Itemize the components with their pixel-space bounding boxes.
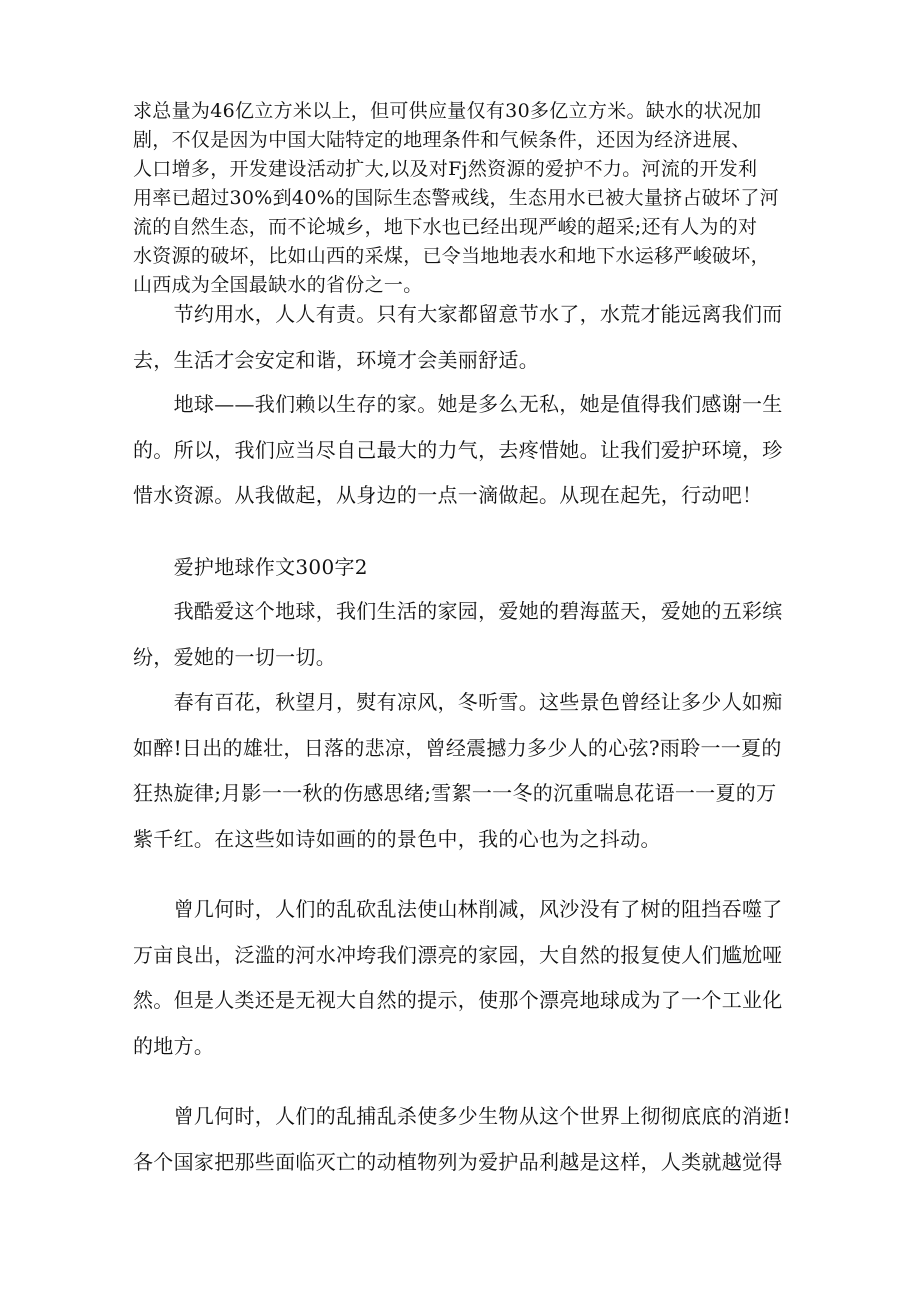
paragraph-water-shortage (133, 97, 798, 300)
text-line: 人口增多，开发建设活动扩大,以及对Fj然资源的爱护不力。河流的开发利 (133, 158, 758, 180)
text-line: 水资源的破坏，比如山西的采煤，已令当地地表水和地下水运移严峻破坏， (133, 245, 770, 267)
text-line: 曾几何时，人们的乱捕乱杀使多少生物从这个世界上彻彻底底的消逝! (133, 1104, 791, 1128)
section-title: 爱护地球作文300字2 (133, 555, 368, 579)
text-line: 去，生活才会安定和谐，环境才会美丽舒适。 (133, 347, 539, 372)
essay-heading (133, 545, 798, 591)
text-line: 用率已超过30%到40%的国际生态警戒线，生态用水已被大量挤占破坏了河 (133, 187, 779, 209)
text-line: 求总量为46亿立方米以上，但可供应量仅有30多亿立方米。缺水的状况加 (133, 100, 762, 122)
text-line: 节约用水，人人有责。只有大家都留意节水了，水荒才能远离我们而 (133, 302, 783, 326)
paragraph-hunting (133, 1094, 798, 1185)
text-line: 万亩良出，泛滥的河水冲垮我们漂亮的家园，大自然的报复使人们尴尬哑 (133, 942, 783, 967)
paragraph-earth-home (133, 382, 798, 519)
text-line: 流的自然生态，而不论城乡，地下水也已经出现严峻的超采;还有人为的对 (133, 216, 758, 238)
text-line: 惜水资源。从我做起，从身边的一点一滴做起。从现在起先，行动吧！ (133, 483, 763, 507)
text-line: 曾几何时，人们的乱砍乱法使山林削减，风沙没有了树的阻挡吞噬了 (133, 897, 783, 921)
text-line: 然。但是人类还是无视大自然的提示，使那个漂亮地球成为了一个工业化 (133, 988, 783, 1012)
text-line: 剧，不仅是因为中国大陆特定的地理条件和气候条件，还因为经济进展、 (133, 129, 751, 151)
paragraph-deforestation (133, 887, 798, 1069)
text-line: 紫千红。在这些如诗如画的的景色中，我的心也为之抖动。 (133, 826, 661, 851)
paragraph-save-water (133, 292, 798, 383)
text-line: 各个国家把那些面临灭亡的动植物列为爱护品利越是这样，人类就越觉得 (133, 1149, 783, 1174)
text-line: 我酷爱这个地球，我们生活的家园，爱她的碧海蓝天，爱她的五彩缤 (133, 599, 783, 623)
text-line: 狂热旋律;月影一一秋的伤感思绪;雪絮一一冬的沉重喘息花语一一夏的万 (133, 781, 777, 805)
text-line: 纷，爱她的一切一切。 (133, 644, 336, 669)
text-line: 的。所以，我们应当尽自己最大的力气，去疼惜她。让我们爱护环境，珍 (133, 437, 783, 462)
text-line: 的地方。 (133, 1033, 215, 1058)
text-line: 春有百花，秋望月，熨有凉风，冬听雪。这些景色曾经让多少人如痴 (133, 690, 783, 714)
text-line: 山西成为全国最缺水的省份之一。 (133, 274, 423, 296)
paragraph-seasons (133, 680, 798, 862)
text-line: 如醉!日出的雄壮，日落的悲凉，曾经震撼力多少人的心弦?雨聆一一夏的 (133, 735, 782, 760)
text-line: 地球——我们赖以生存的家。她是多么无私，她是值得我们感谢一生 (133, 392, 783, 416)
paragraph-love-earth (133, 589, 798, 680)
